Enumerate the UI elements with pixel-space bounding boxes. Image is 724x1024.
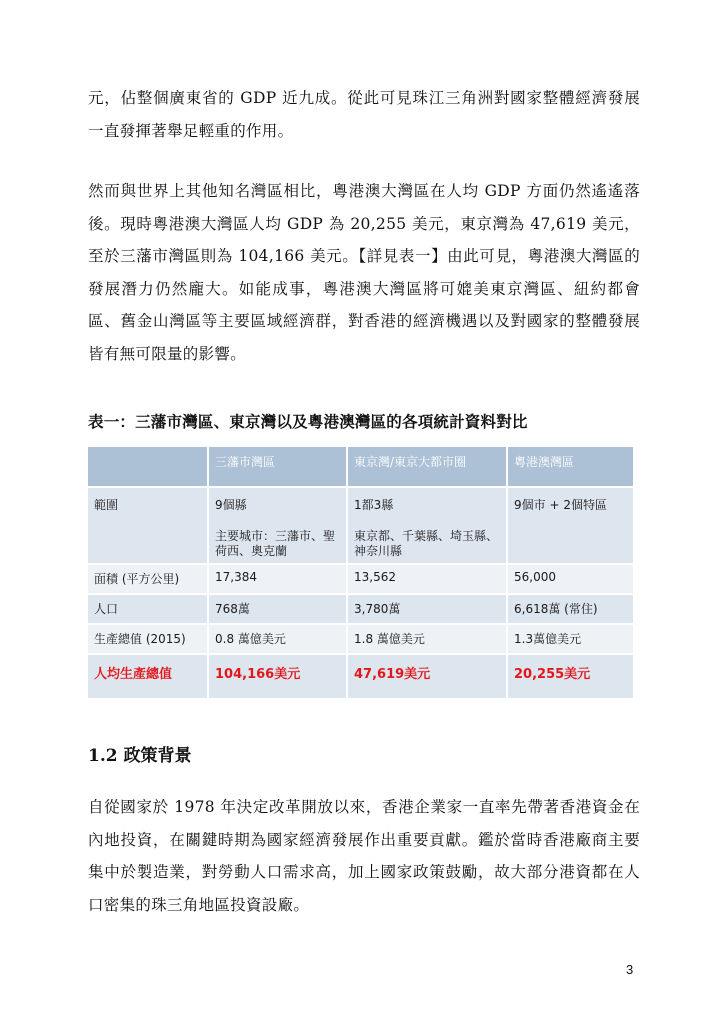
cell-sf: 17,384 — [208, 564, 347, 594]
cell-sf: 768萬 — [208, 594, 347, 624]
bay-area-comparison-table — [88, 447, 635, 700]
cell-tokyo: 13,562 — [347, 564, 507, 594]
cell-tokyo: 1.8 萬億美元 — [347, 624, 507, 654]
cell-sf: 0.8 萬億美元 — [208, 624, 347, 654]
row-label: 人口 — [88, 594, 208, 624]
table-header-row — [88, 447, 634, 487]
cell-gba: 6,618萬 (常住) — [507, 594, 634, 624]
cell-gba: 20,255美元 — [507, 654, 634, 699]
cell-gba-scope: 9個市 + 2個特區 — [507, 487, 634, 564]
cell-gba: 56,000 — [507, 564, 634, 594]
table-caption: 表一：三藩市灣區、東京灣以及粵港澳灣區的各項統計資料對比 — [88, 413, 528, 431]
cell-sf: 104,166美元 — [208, 654, 347, 699]
paragraph-bay-comparison: 然而與世界上其他知名灣區相比，粵港澳大灣區在人均 GDP 方面仍然遙遙落後。現時粵港澳大灣區人均 GDP 為 20,255 美元，東京灣為 47,619 美元，至於三藩市灣區則為 104,166 美元。【詳見表一】由此可見，粵港澳大灣區的發展潛力仍然龐大。如能成事，粵港澳大灣區將可媲美東京灣區、紐約都會區、舊金山灣區等主要區域經濟群，對香港的經濟機遇以及對國家的整體發展皆有無可限量的影響。 — [88, 182, 640, 363]
row-label: 範圍 — [88, 487, 208, 564]
table-header-tokyo: 東京灣/東京大都市圈 — [347, 447, 507, 487]
table-row-scope — [88, 487, 634, 564]
cell-sf-scope-sub: 主要城市：三藩市、聖荷西、奧克蘭 — [215, 529, 336, 558]
section-heading: 1.2 政策背景 — [88, 746, 192, 766]
paragraph-policy-background: 自從國家於 1978 年決定改革開放以來，香港企業家一直率先帶著香港資金在內地投資，在關鍵時期為國家經濟發展作出重要貢獻。鑑於當時香港廠商主要集中於製造業，對勞動人口需求高，加上國家政策鼓勵，故大部分港資都在人口密集的珠三角地區投資設廠。 — [88, 798, 640, 914]
paragraph-gdp-share: 元，佔整個廣東省的 GDP 近九成。從此可見珠江三角洲對國家整體經濟發展一直發揮著舉足輕重的作用。 — [88, 89, 640, 140]
cell-tokyo: 3,780萬 — [347, 594, 507, 624]
cell-tokyo: 47,619美元 — [347, 654, 507, 699]
table-row-area — [88, 564, 634, 594]
table-header-sf: 三藩市灣區 — [208, 447, 347, 487]
cell-gba: 1.3萬億美元 — [507, 624, 634, 654]
cell-sf-scope — [208, 487, 347, 564]
cell-tokyo-scope-sub: 東京都、千葉縣、埼玉縣、神奈川縣 — [354, 529, 499, 558]
page-number: 3 — [626, 962, 634, 977]
cell-tokyo-scope-main: 1都3縣 — [354, 498, 394, 512]
table-row-gdp-per-capita — [88, 654, 634, 699]
table-row-population — [88, 594, 634, 624]
cell-sf-scope-main: 9個縣 — [215, 498, 247, 512]
table-header-blank — [88, 447, 208, 487]
row-label: 面積 (平方公里) — [88, 564, 208, 594]
table-row-gdp — [88, 624, 634, 654]
table-header-gba: 粵港澳灣區 — [507, 447, 634, 487]
cell-tokyo-scope — [347, 487, 507, 564]
row-label: 人均生產總值 — [88, 654, 208, 699]
row-label: 生產總值 (2015) — [88, 624, 208, 654]
